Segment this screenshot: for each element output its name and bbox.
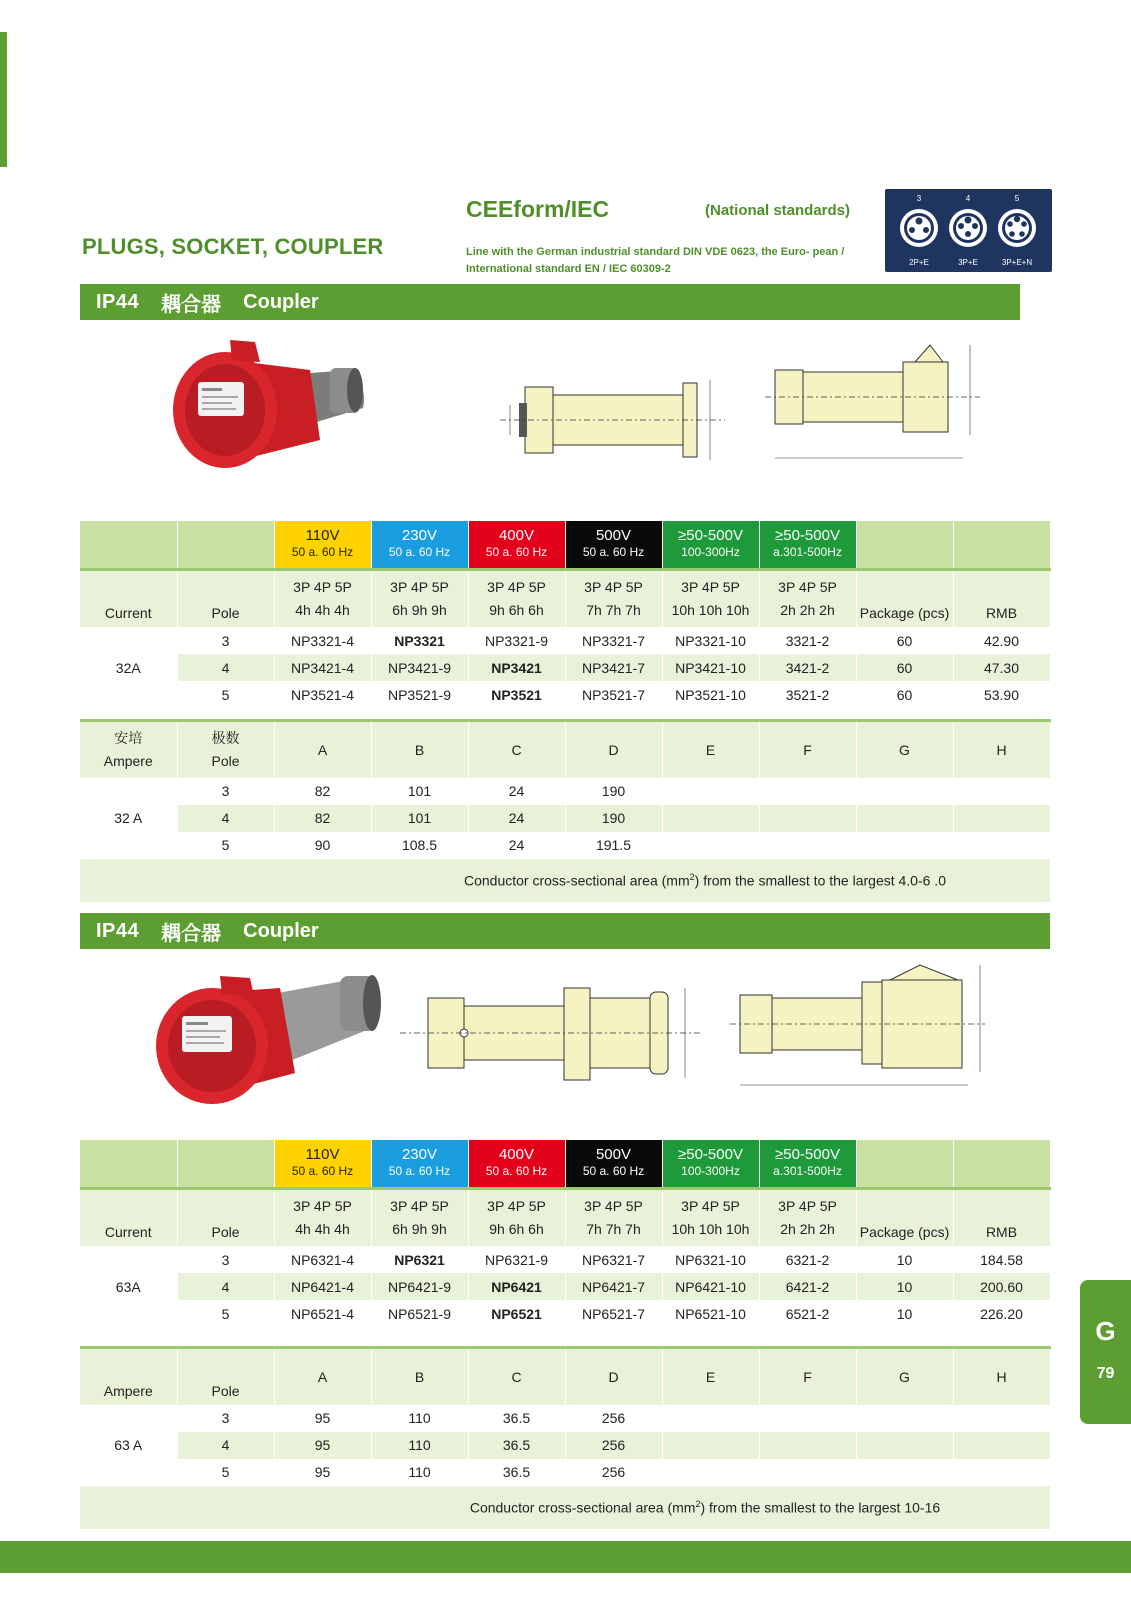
table-row: 4 NP3421-4 NP3421-9 NP3421 NP3421-7 NP3421-10 3421-2 60 47.30 — [80, 654, 1050, 681]
col-current: Current — [80, 569, 177, 627]
voltage-110: 110V 50 a. 60 Hz — [274, 1140, 371, 1188]
dimension-header-row: 安培 Ampere 极数 Pole A B C D E F G H — [80, 721, 1050, 778]
section-header-63a — [80, 913, 1050, 949]
pin-4-label: 3P+E — [958, 258, 978, 267]
section-header-32a — [80, 284, 1020, 320]
voltage-500: 500V 50 a. 60 Hz — [565, 521, 662, 569]
voltage-230: 230V 50 a. 60 Hz — [371, 1140, 468, 1188]
dimension-header-row: Ampere Pole A B C D E F G H — [80, 1348, 1050, 1405]
section-tab-letter: G — [1095, 1316, 1116, 1346]
coupler-63a-side-drawing — [400, 978, 710, 1090]
col-rmb: RMB — [953, 569, 1050, 627]
ampere-value: 63 A — [80, 1405, 177, 1486]
table-row: 5 90 108.5 24 191.5 — [80, 832, 1050, 859]
dimension-table-63a — [80, 1346, 1051, 1529]
table-row: 4 82 101 24 190 — [80, 805, 1050, 832]
voltage-400: 400V 50 a. 60 Hz — [468, 1140, 565, 1188]
col-current: Current — [80, 1188, 177, 1246]
table-row: 5 NP6521-4 NP6521-9 NP6521 NP6521-7 NP6521-10 6521-2 10 226.20 — [80, 1300, 1050, 1327]
col-package: Package (pcs) — [856, 569, 953, 627]
spec-table-32a — [80, 521, 1051, 708]
col-pole: Pole — [177, 1188, 274, 1246]
pin-config-badge — [885, 189, 1052, 272]
conductor-note: Conductor cross-sectional area $(mm^2)$ from the smallest to the largest 4.0-6 .0 — [80, 859, 1050, 902]
voltage-500: 500V 50 a. 60 Hz — [565, 1140, 662, 1188]
pin-3-icon — [900, 194, 938, 267]
table-row: 4 95 110 36.5 256 — [80, 1432, 1050, 1459]
footer-bar — [0, 1541, 1131, 1573]
section-cn-title: 耦合器 — [161, 922, 222, 945]
header-row: Current Pole 3P 4P 5P 4h 4h 4h 3P 4P 5P 6h 9h 9h 3P 4P 5P 9h 6h 6h 3P 4P 5P 7h 7h 7h 3P 4P 5P 10h 10h 10h 3P 4P 5P 2h 2h 2h Package (pcs) RMB — [80, 569, 1050, 627]
conductor-note-row — [80, 1486, 1050, 1529]
pin-5-icon — [998, 194, 1036, 267]
ampere-value: 32 A — [80, 778, 177, 859]
national-standards-label: (National standards) — [705, 202, 851, 219]
coupler-63a-front-drawing — [730, 960, 995, 1095]
voltage-hz-301-500: ≥50-500V a.301-500Hz — [759, 1140, 856, 1188]
cee-title: CEEform/IEC — [466, 196, 610, 222]
voltage-400: 400V 50 a. 60 Hz — [468, 521, 565, 569]
pin-3-count: 3 — [916, 194, 922, 203]
conductor-note: Conductor cross-sectional area $(mm^2)$ from the smallest to the largest 10-16 — [80, 1486, 1050, 1529]
table-row: 5 95 110 36.5 256 — [80, 1459, 1050, 1486]
current-value: 32A — [80, 627, 177, 708]
col-package: Package (pcs) — [856, 1188, 953, 1246]
table-row: 63A 3 NP6321-4 NP6321 NP6321-9 NP6321-7 NP6321-10 6321-2 10 184.58 — [80, 1246, 1050, 1273]
table-row: 4 NP6421-4 NP6421-9 NP6421 NP6421-7 NP6421-10 6421-2 10 200.60 — [80, 1273, 1050, 1300]
section-ip-rating: IP44 — [96, 919, 140, 942]
section-tab — [1080, 1280, 1131, 1424]
dimension-table-32a — [80, 719, 1051, 902]
voltage-230: 230V 50 a. 60 Hz — [371, 521, 468, 569]
pin-4-count: 4 — [965, 194, 971, 203]
section-en-title: Coupler — [243, 919, 319, 942]
page-number: 79 — [1096, 1365, 1115, 1382]
coupler-63a-photo — [150, 958, 390, 1113]
pin-5-label: 3P+E+N — [1001, 258, 1033, 267]
voltage-row — [80, 1140, 1050, 1188]
voltage-hz-301-500: ≥50-500V a.301-500Hz — [759, 521, 856, 569]
pin-3-label: 2P+E — [909, 258, 929, 267]
col-pole: Pole — [177, 569, 274, 627]
standard-note: Line with the German industrial standard DIN VDE 0623, the Euro- pean / International standard EN / IEC 60309-2 — [466, 246, 845, 275]
table-row: 5 NP3521-4 NP3521-9 NP3521 NP3521-7 NP3521-10 3521-2 60 53.90 — [80, 681, 1050, 708]
voltage-hz-100-300: ≥50-500V 100-300Hz — [662, 1140, 759, 1188]
left-accent-bar — [0, 32, 7, 167]
header-row: Current Pole 3P 4P 5P 4h 4h 4h 3P 4P 5P 6h 9h 9h 3P 4P 5P 9h 6h 6h 3P 4P 5P 7h 7h 7h 3P 4P 5P 10h 10h 10h 3P 4P 5P 2h 2h 2h Package (pcs) RMB — [80, 1188, 1050, 1246]
voltage-row — [80, 521, 1050, 569]
conductor-note-row — [80, 859, 1050, 902]
section-en-title: Coupler — [243, 290, 319, 313]
coupler-32a-front-drawing — [765, 340, 985, 475]
voltage-110: 110V 50 a. 60 Hz — [274, 521, 371, 569]
current-value: 63A — [80, 1246, 177, 1327]
table-row: 32 A 3 82 101 24 190 — [80, 778, 1050, 805]
pin-4-icon — [949, 194, 987, 267]
section-ip-rating: IP44 — [96, 290, 140, 313]
voltage-hz-100-300: ≥50-500V 100-300Hz — [662, 521, 759, 569]
brand-title: PLUGS, SOCKET, COUPLER — [82, 234, 384, 259]
table-row: 32A 3 NP3321-4 NP3321 NP3321-9 NP3321-7 NP3321-10 3321-2 60 42.90 — [80, 627, 1050, 654]
coupler-32a-photo — [170, 330, 375, 485]
pin-5-count: 5 — [1014, 194, 1020, 203]
spec-table-63a — [80, 1140, 1051, 1327]
table-row: 63 A 3 95 110 36.5 256 — [80, 1405, 1050, 1432]
section-cn-title: 耦合器 — [161, 293, 222, 316]
col-rmb: RMB — [953, 1188, 1050, 1246]
coupler-32a-side-drawing — [495, 375, 735, 475]
